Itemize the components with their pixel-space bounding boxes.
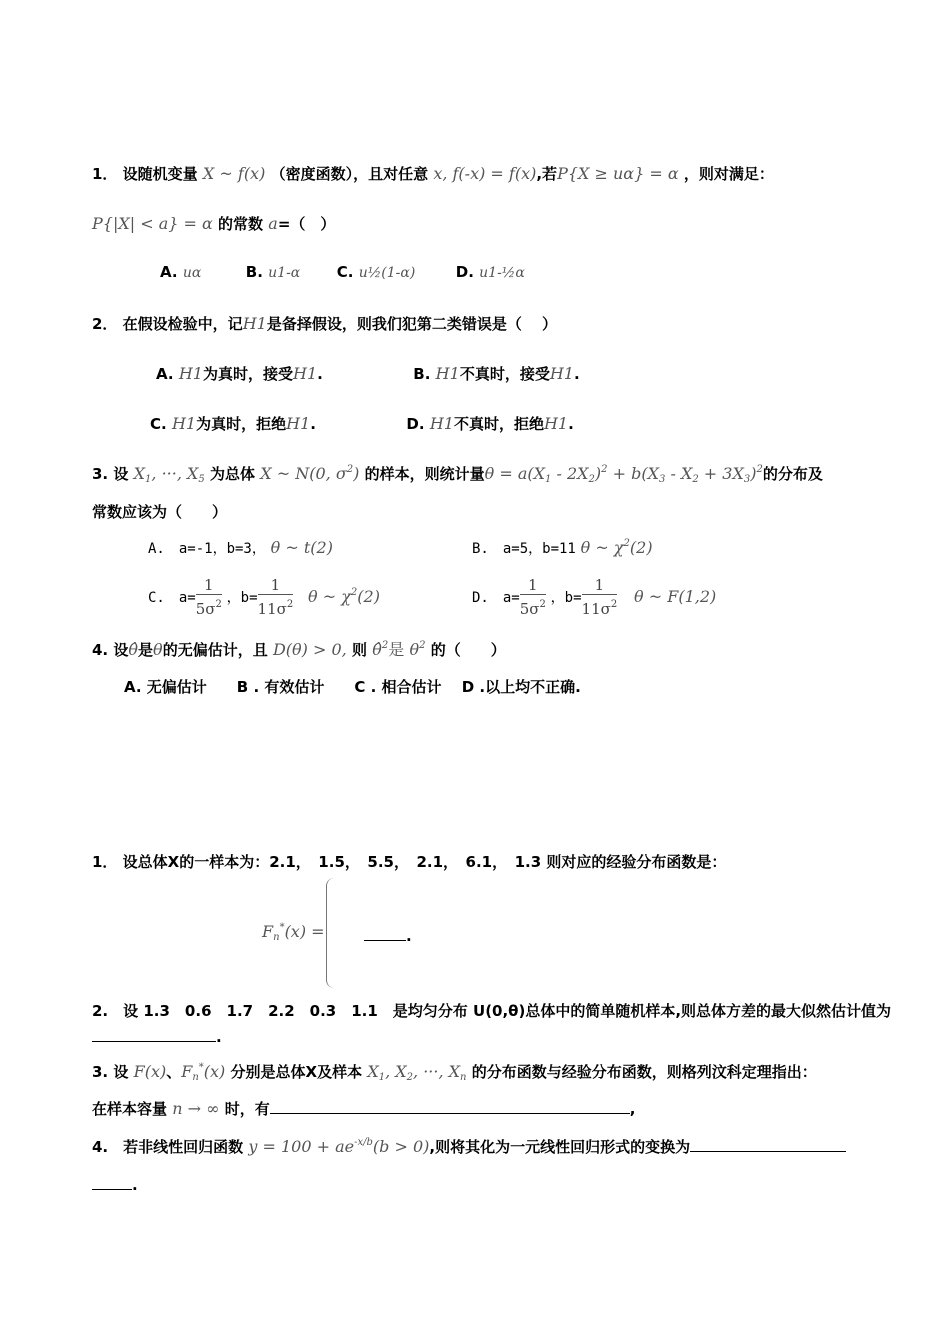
fill4-regression: $y = 100 + ae^{-x/b}$ (248, 1137, 373, 1156)
q1-line1: 1． 设随机变量 X ~ f(x) （密度函数），且对任意 x, f(-x) = f(x),若P{X ≥ uα} = α ，则对满足： (92, 164, 774, 183)
q2-h1: H1 (242, 314, 267, 333)
q1-expr-prob: P{X ≥ uα} = α (557, 164, 679, 183)
q1-opt-c-val: u½(1-α) (358, 265, 416, 281)
q4-line1: 4. 设θ̂是θ的无偏估计，且 D(θ) > 0, 则 θ̂$^2$是 $\theta^2$ 的（ ） (92, 640, 506, 659)
q3-population: X ~ N(0, $\sigma^2$) (260, 464, 360, 483)
q2-line1: 2． 在假设检验中，记H1是备择假设，则我们犯第二类错误是（ ） (92, 314, 558, 333)
q3-option-d: D. a= $\frac{1}{5\sigma^2}$ ，b= $\frac{1}{11\sigma^2}$ θ ~ F(1,2) (472, 576, 717, 618)
q3-statistic: $\theta = a(X_1 - 2X_2)^2 + b(X_3 - X_2 + 3X_3)^2$ (484, 464, 763, 485)
q1-options: A. uα B. u1-α C. u½(1-α) D. u1-½α (160, 263, 525, 281)
q3-d-frac-a: $\frac{1}{5\sigma^2}$ (519, 576, 546, 618)
fill2-line2: . (92, 1027, 222, 1046)
q3-option-c: C. a= $\frac{1}{5\sigma^2}$ ，b= $\frac{1}{11\sigma^2}$ θ ~ $\chi^2(2)$ (148, 576, 380, 618)
fill1-brace (326, 878, 337, 988)
fill1-empirical-fn: $F_n^*(x)$ = (262, 922, 325, 943)
q3-opt-b-dist: θ ~ $\chi^2(2)$ (580, 538, 653, 557)
q3-line2: 常数应该为（ ） (92, 503, 228, 521)
q4-theta-hat: θ̂ (128, 640, 139, 659)
fill1-line1: 1． 设总体X的一样本为：2.1， 1.5， 5.5， 2.1， 6.1， 1.3 则对应的经验分布函数是： (92, 853, 727, 871)
q3-c-frac-b: $\frac{1}{11\sigma^2}$ (257, 576, 294, 618)
fill4-line1: 4. 若非线性回归函数 $y = 100 + ae^{-x/b}(b > 0)$,则将其化为一元线性回归形式的变换为 (92, 1136, 846, 1157)
q3-option-a: A. a=-1，b=3， θ ~ t(2) (148, 538, 333, 557)
fill2-line1: 2. 设 1.3 0.6 1.7 2.2 0.3 1.1 是均匀分布 U(0,θ)总体中的简单随机样本,则总体方差的最大似然估计值为 (92, 1002, 892, 1020)
q3-line1: 3. 设 $X_1$, ···, $X_5$ 为总体 X ~ N(0, $\sigma^2$) 的样本，则统计量$\theta = a(X_1 - 2X_2)^2 + b(X_3 - X_2 + 3X_3)^2$的分布及 (92, 464, 823, 485)
q1-line2: P{|X| < a} = α 的常数 a=（ ） (92, 214, 336, 233)
q3-sample: $X_1$, ···, $X_5$ (133, 464, 205, 485)
fill1-fn (262, 922, 325, 943)
fill3-line1: 3. 设 F(x)、$F_n^*(x)$ 分别是总体X及样本 $X_1$, $X_2$, ···, $X_n$ 的分布函数与经验分布函数，则格列汶科定理指出： (92, 1062, 817, 1083)
q1-expr-density: X ~ f(x) (202, 164, 266, 183)
q3-d-frac-b: $\frac{1}{11\sigma^2}$ (581, 576, 618, 618)
q1-expr-a: a (268, 214, 278, 233)
q4-options: A. 无偏估计 B . 有效估计 C . 相合估计 D .以上均不正确. (124, 678, 581, 696)
q2-options-row1: A. H1为真时，接受H1. B. H1不真时，接受H1. (156, 364, 580, 383)
q1-expr-symmetry: x, f(-x) = f(x) (433, 164, 537, 183)
q2-options-row2: C. H1为真时，拒绝H1. D. H1不真时，拒绝H1. (150, 414, 574, 433)
q1-opt-d-val: u1-½α (479, 265, 525, 281)
fill4-line2: . (92, 1175, 138, 1194)
q3-c-frac-a: $\frac{1}{5\sigma^2}$ (195, 576, 222, 618)
q1-opt-a-val: uα (182, 265, 202, 281)
fill3-line2: 在样本容量 n → ∞ 时，有 , (92, 1099, 636, 1118)
q3-opt-c-dist: θ ~ $\chi^2(2)$ (308, 587, 380, 606)
q1-opt-b-val: u1-α (268, 265, 301, 281)
fill1-answer-blank: . (364, 926, 412, 945)
q1-expr-abs: P{|X| < a} = α (92, 214, 213, 233)
q3-option-b: B. a=5，b=11 θ ~ $\chi^2(2)$ (472, 538, 653, 557)
